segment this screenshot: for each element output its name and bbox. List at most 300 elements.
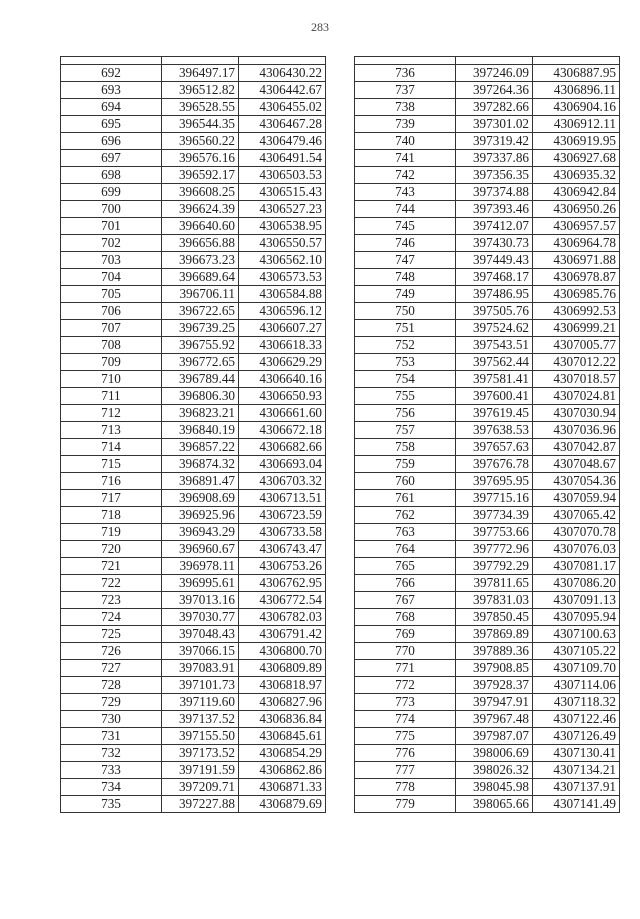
- point-number-cell: 771: [355, 660, 456, 677]
- y-coordinate-cell: 4307086.20: [533, 575, 620, 592]
- point-number-cell: 736: [355, 65, 456, 82]
- table-row: [355, 558, 620, 575]
- table-row: [355, 150, 620, 167]
- y-coordinate-cell: 4307005.77: [533, 337, 620, 354]
- point-number-cell: 776: [355, 745, 456, 762]
- table-row: [355, 320, 620, 337]
- y-coordinate-cell: 4306935.32: [533, 167, 620, 184]
- table-row: [355, 235, 620, 252]
- table-row: [61, 490, 326, 507]
- x-coordinate-cell: 396512.82: [162, 82, 239, 99]
- blank-cell: [533, 57, 620, 65]
- point-number-cell: 751: [355, 320, 456, 337]
- table-row: [355, 694, 620, 711]
- x-coordinate-cell: 398026.32: [456, 762, 533, 779]
- x-coordinate-cell: 397101.73: [162, 677, 239, 694]
- table-row: [355, 388, 620, 405]
- y-coordinate-cell: 4307118.32: [533, 694, 620, 711]
- blank-cell: [61, 57, 162, 65]
- y-coordinate-cell: 4307076.03: [533, 541, 620, 558]
- point-number-cell: 734: [61, 779, 162, 796]
- x-coordinate-cell: 397468.17: [456, 269, 533, 286]
- y-coordinate-cell: 4307030.94: [533, 405, 620, 422]
- point-number-cell: 767: [355, 592, 456, 609]
- y-coordinate-cell: 4307122.46: [533, 711, 620, 728]
- point-number-cell: 743: [355, 184, 456, 201]
- point-number-cell: 721: [61, 558, 162, 575]
- y-coordinate-cell: 4306693.04: [239, 456, 326, 473]
- x-coordinate-cell: 396560.22: [162, 133, 239, 150]
- y-coordinate-cell: 4306845.61: [239, 728, 326, 745]
- table-row: [61, 626, 326, 643]
- table-row: [355, 286, 620, 303]
- x-coordinate-cell: 396943.29: [162, 524, 239, 541]
- table-row: [355, 252, 620, 269]
- point-number-cell: 717: [61, 490, 162, 507]
- table-row: [61, 286, 326, 303]
- table-row: [61, 643, 326, 660]
- point-number-cell: 715: [61, 456, 162, 473]
- y-coordinate-cell: 4307141.49: [533, 796, 620, 813]
- y-coordinate-cell: 4306629.29: [239, 354, 326, 371]
- point-number-cell: 722: [61, 575, 162, 592]
- y-coordinate-cell: 4306985.76: [533, 286, 620, 303]
- table-row: [61, 252, 326, 269]
- x-coordinate-cell: 398006.69: [456, 745, 533, 762]
- x-coordinate-cell: 397155.50: [162, 728, 239, 745]
- x-coordinate-cell: 396706.11: [162, 286, 239, 303]
- table-row: [61, 167, 326, 184]
- y-coordinate-cell: 4306978.87: [533, 269, 620, 286]
- x-coordinate-cell: 397869.89: [456, 626, 533, 643]
- y-coordinate-cell: 4307134.21: [533, 762, 620, 779]
- page-number: 283: [311, 20, 329, 34]
- y-coordinate-cell: 4307024.81: [533, 388, 620, 405]
- point-number-cell: 761: [355, 490, 456, 507]
- y-coordinate-cell: 4306703.32: [239, 473, 326, 490]
- x-coordinate-cell: 397173.52: [162, 745, 239, 762]
- x-coordinate-cell: 396874.32: [162, 456, 239, 473]
- point-number-cell: 724: [61, 609, 162, 626]
- x-coordinate-cell: 397734.39: [456, 507, 533, 524]
- x-coordinate-cell: 396755.92: [162, 337, 239, 354]
- point-number-cell: 750: [355, 303, 456, 320]
- x-coordinate-cell: 397319.42: [456, 133, 533, 150]
- point-number-cell: 729: [61, 694, 162, 711]
- blank-cell: [239, 57, 326, 65]
- table-row: [61, 439, 326, 456]
- y-coordinate-cell: 4306809.89: [239, 660, 326, 677]
- x-coordinate-cell: 396673.23: [162, 252, 239, 269]
- y-coordinate-cell: 4307018.57: [533, 371, 620, 388]
- point-number-cell: 699: [61, 184, 162, 201]
- y-coordinate-cell: 4306800.70: [239, 643, 326, 660]
- x-coordinate-cell: 397772.96: [456, 541, 533, 558]
- point-number-cell: 739: [355, 116, 456, 133]
- point-number-cell: 748: [355, 269, 456, 286]
- x-coordinate-cell: 397137.52: [162, 711, 239, 728]
- x-coordinate-cell: 396789.44: [162, 371, 239, 388]
- table-row: [355, 592, 620, 609]
- table-row: [61, 728, 326, 745]
- x-coordinate-cell: 397048.43: [162, 626, 239, 643]
- table-row: [61, 779, 326, 796]
- y-coordinate-cell: 4307130.41: [533, 745, 620, 762]
- y-coordinate-cell: 4306919.95: [533, 133, 620, 150]
- y-coordinate-cell: 4306515.43: [239, 184, 326, 201]
- point-number-cell: 711: [61, 388, 162, 405]
- coordinate-table-left: [60, 56, 326, 813]
- x-coordinate-cell: 397301.02: [456, 116, 533, 133]
- point-number-cell: 701: [61, 218, 162, 235]
- x-coordinate-cell: 397246.09: [456, 65, 533, 82]
- table-row: [61, 524, 326, 541]
- table-row: [61, 201, 326, 218]
- table-row: [61, 337, 326, 354]
- x-coordinate-cell: 397209.71: [162, 779, 239, 796]
- point-number-cell: 762: [355, 507, 456, 524]
- point-number-cell: 712: [61, 405, 162, 422]
- x-coordinate-cell: 398045.98: [456, 779, 533, 796]
- point-number-cell: 732: [61, 745, 162, 762]
- x-coordinate-cell: 396978.11: [162, 558, 239, 575]
- table-row: [355, 473, 620, 490]
- y-coordinate-cell: 4306442.67: [239, 82, 326, 99]
- table-row: [355, 167, 620, 184]
- y-coordinate-cell: 4307137.91: [533, 779, 620, 796]
- point-number-cell: 726: [61, 643, 162, 660]
- point-number-cell: 760: [355, 473, 456, 490]
- point-number-cell: 778: [355, 779, 456, 796]
- x-coordinate-cell: 397850.45: [456, 609, 533, 626]
- y-coordinate-cell: 4306584.88: [239, 286, 326, 303]
- y-coordinate-cell: 4306672.18: [239, 422, 326, 439]
- y-coordinate-cell: 4306762.95: [239, 575, 326, 592]
- table-row: [61, 184, 326, 201]
- y-coordinate-cell: 4306896.11: [533, 82, 620, 99]
- table-row: [61, 269, 326, 286]
- point-number-cell: 766: [355, 575, 456, 592]
- x-coordinate-cell: 397987.07: [456, 728, 533, 745]
- x-coordinate-cell: 397191.59: [162, 762, 239, 779]
- y-coordinate-cell: 4306942.84: [533, 184, 620, 201]
- table-row: [61, 388, 326, 405]
- y-coordinate-cell: 4306871.33: [239, 779, 326, 796]
- table-row: [61, 116, 326, 133]
- y-coordinate-cell: 4306862.86: [239, 762, 326, 779]
- table-row: [355, 116, 620, 133]
- point-number-cell: 693: [61, 82, 162, 99]
- table-row: [355, 354, 620, 371]
- x-coordinate-cell: 397792.29: [456, 558, 533, 575]
- table-row: [61, 218, 326, 235]
- blank-row: [61, 57, 326, 65]
- point-number-cell: 714: [61, 439, 162, 456]
- x-coordinate-cell: 396806.30: [162, 388, 239, 405]
- x-coordinate-cell: 397543.51: [456, 337, 533, 354]
- x-coordinate-cell: 397356.35: [456, 167, 533, 184]
- point-number-cell: 719: [61, 524, 162, 541]
- table-row: [61, 371, 326, 388]
- point-number-cell: 738: [355, 99, 456, 116]
- table-row: [355, 796, 620, 813]
- y-coordinate-cell: 4306957.57: [533, 218, 620, 235]
- table-row: [61, 507, 326, 524]
- y-coordinate-cell: 4306467.28: [239, 116, 326, 133]
- table-row: [355, 405, 620, 422]
- table-row: [355, 82, 620, 99]
- y-coordinate-cell: 4306538.95: [239, 218, 326, 235]
- x-coordinate-cell: 396995.61: [162, 575, 239, 592]
- table-row: [61, 65, 326, 82]
- y-coordinate-cell: 4306455.02: [239, 99, 326, 116]
- table-row: [355, 677, 620, 694]
- x-coordinate-cell: 397928.37: [456, 677, 533, 694]
- x-coordinate-cell: 396891.47: [162, 473, 239, 490]
- table-row: [61, 711, 326, 728]
- table-row: [355, 711, 620, 728]
- table-row: [355, 218, 620, 235]
- y-coordinate-cell: 4307095.94: [533, 609, 620, 626]
- y-coordinate-cell: 4306772.54: [239, 592, 326, 609]
- point-number-cell: 763: [355, 524, 456, 541]
- point-number-cell: 697: [61, 150, 162, 167]
- table-row: [61, 592, 326, 609]
- y-coordinate-cell: 4306640.16: [239, 371, 326, 388]
- y-coordinate-cell: 4307012.22: [533, 354, 620, 371]
- x-coordinate-cell: 397657.63: [456, 439, 533, 456]
- x-coordinate-cell: 398065.66: [456, 796, 533, 813]
- x-coordinate-cell: 397282.66: [456, 99, 533, 116]
- y-coordinate-cell: 4307100.63: [533, 626, 620, 643]
- table-row: [61, 660, 326, 677]
- table-row: [61, 354, 326, 371]
- table-row: [61, 762, 326, 779]
- y-coordinate-cell: 4306650.93: [239, 388, 326, 405]
- x-coordinate-cell: 397581.41: [456, 371, 533, 388]
- y-coordinate-cell: 4306743.47: [239, 541, 326, 558]
- x-coordinate-cell: 396640.60: [162, 218, 239, 235]
- table-row: [61, 541, 326, 558]
- x-coordinate-cell: 396925.96: [162, 507, 239, 524]
- point-number-cell: 737: [355, 82, 456, 99]
- x-coordinate-cell: 396592.17: [162, 167, 239, 184]
- y-coordinate-cell: 4306562.10: [239, 252, 326, 269]
- x-coordinate-cell: 397753.66: [456, 524, 533, 541]
- table-row: [61, 133, 326, 150]
- y-coordinate-cell: 4307048.67: [533, 456, 620, 473]
- point-number-cell: 747: [355, 252, 456, 269]
- point-number-cell: 775: [355, 728, 456, 745]
- y-coordinate-cell: 4306887.95: [533, 65, 620, 82]
- y-coordinate-cell: 4306904.16: [533, 99, 620, 116]
- x-coordinate-cell: 397638.53: [456, 422, 533, 439]
- point-number-cell: 756: [355, 405, 456, 422]
- point-number-cell: 702: [61, 235, 162, 252]
- table-row: [355, 575, 620, 592]
- y-coordinate-cell: 4306927.68: [533, 150, 620, 167]
- y-coordinate-cell: 4306596.12: [239, 303, 326, 320]
- x-coordinate-cell: 397619.45: [456, 405, 533, 422]
- point-number-cell: 735: [61, 796, 162, 813]
- y-coordinate-cell: 4307109.70: [533, 660, 620, 677]
- table-row: [61, 235, 326, 252]
- table-row: [355, 660, 620, 677]
- point-number-cell: 773: [355, 694, 456, 711]
- point-number-cell: 730: [61, 711, 162, 728]
- x-coordinate-cell: 396857.22: [162, 439, 239, 456]
- point-number-cell: 723: [61, 592, 162, 609]
- y-coordinate-cell: 4306818.97: [239, 677, 326, 694]
- y-coordinate-cell: 4307081.17: [533, 558, 620, 575]
- x-coordinate-cell: 396689.64: [162, 269, 239, 286]
- table-row: [355, 728, 620, 745]
- point-number-cell: 696: [61, 133, 162, 150]
- x-coordinate-cell: 396497.17: [162, 65, 239, 82]
- table-row: [61, 575, 326, 592]
- y-coordinate-cell: 4306491.54: [239, 150, 326, 167]
- y-coordinate-cell: 4307042.87: [533, 439, 620, 456]
- x-coordinate-cell: 396739.25: [162, 320, 239, 337]
- table-row: [355, 133, 620, 150]
- y-coordinate-cell: 4306503.53: [239, 167, 326, 184]
- point-number-cell: 741: [355, 150, 456, 167]
- point-number-cell: 753: [355, 354, 456, 371]
- y-coordinate-cell: 4307114.06: [533, 677, 620, 694]
- table-row: [355, 303, 620, 320]
- y-coordinate-cell: 4307036.96: [533, 422, 620, 439]
- table-row: [61, 558, 326, 575]
- table-row: [355, 371, 620, 388]
- x-coordinate-cell: 396772.65: [162, 354, 239, 371]
- point-number-cell: 742: [355, 167, 456, 184]
- y-coordinate-cell: 4306573.53: [239, 269, 326, 286]
- x-coordinate-cell: 396960.67: [162, 541, 239, 558]
- x-coordinate-cell: 397264.36: [456, 82, 533, 99]
- point-number-cell: 692: [61, 65, 162, 82]
- x-coordinate-cell: 397486.95: [456, 286, 533, 303]
- point-number-cell: 733: [61, 762, 162, 779]
- x-coordinate-cell: 396656.88: [162, 235, 239, 252]
- x-coordinate-cell: 397337.86: [456, 150, 533, 167]
- x-coordinate-cell: 396528.55: [162, 99, 239, 116]
- table-row: [355, 541, 620, 558]
- x-coordinate-cell: 397831.03: [456, 592, 533, 609]
- table-row: [61, 99, 326, 116]
- table-row: [355, 337, 620, 354]
- point-number-cell: 698: [61, 167, 162, 184]
- y-coordinate-cell: 4306733.58: [239, 524, 326, 541]
- blank-row: [355, 57, 620, 65]
- point-number-cell: 758: [355, 439, 456, 456]
- point-number-cell: 718: [61, 507, 162, 524]
- y-coordinate-cell: 4306527.23: [239, 201, 326, 218]
- point-number-cell: 777: [355, 762, 456, 779]
- y-coordinate-cell: 4307091.13: [533, 592, 620, 609]
- point-number-cell: 708: [61, 337, 162, 354]
- x-coordinate-cell: 397119.60: [162, 694, 239, 711]
- point-number-cell: 779: [355, 796, 456, 813]
- blank-cell: [456, 57, 533, 65]
- point-number-cell: 744: [355, 201, 456, 218]
- table-row: [355, 456, 620, 473]
- point-number-cell: 703: [61, 252, 162, 269]
- point-number-cell: 765: [355, 558, 456, 575]
- y-coordinate-cell: 4306661.60: [239, 405, 326, 422]
- x-coordinate-cell: 397066.15: [162, 643, 239, 660]
- y-coordinate-cell: 4306854.29: [239, 745, 326, 762]
- x-coordinate-cell: 396608.25: [162, 184, 239, 201]
- x-coordinate-cell: 396624.39: [162, 201, 239, 218]
- table-row: [61, 677, 326, 694]
- point-number-cell: 728: [61, 677, 162, 694]
- table-row: [355, 643, 620, 660]
- table-row: [61, 745, 326, 762]
- table-row: [355, 609, 620, 626]
- point-number-cell: 705: [61, 286, 162, 303]
- y-coordinate-cell: 4307070.78: [533, 524, 620, 541]
- y-coordinate-cell: 4306682.66: [239, 439, 326, 456]
- x-coordinate-cell: 396840.19: [162, 422, 239, 439]
- y-coordinate-cell: 4306550.57: [239, 235, 326, 252]
- y-coordinate-cell: 4307054.36: [533, 473, 620, 490]
- y-coordinate-cell: 4307126.49: [533, 728, 620, 745]
- y-coordinate-cell: 4306836.84: [239, 711, 326, 728]
- point-number-cell: 725: [61, 626, 162, 643]
- point-number-cell: 695: [61, 116, 162, 133]
- x-coordinate-cell: 397947.91: [456, 694, 533, 711]
- x-coordinate-cell: 397695.95: [456, 473, 533, 490]
- y-coordinate-cell: 4307105.22: [533, 643, 620, 660]
- x-coordinate-cell: 397030.77: [162, 609, 239, 626]
- x-coordinate-cell: 397715.16: [456, 490, 533, 507]
- point-number-cell: 706: [61, 303, 162, 320]
- point-number-cell: 713: [61, 422, 162, 439]
- point-number-cell: 745: [355, 218, 456, 235]
- table-row: [355, 745, 620, 762]
- x-coordinate-cell: 396823.21: [162, 405, 239, 422]
- coordinate-table-right: [354, 56, 620, 813]
- x-coordinate-cell: 397449.43: [456, 252, 533, 269]
- point-number-cell: 749: [355, 286, 456, 303]
- point-number-cell: 764: [355, 541, 456, 558]
- point-number-cell: 770: [355, 643, 456, 660]
- table-row: [355, 439, 620, 456]
- point-number-cell: 694: [61, 99, 162, 116]
- y-coordinate-cell: 4306479.46: [239, 133, 326, 150]
- x-coordinate-cell: 397562.44: [456, 354, 533, 371]
- x-coordinate-cell: 396576.16: [162, 150, 239, 167]
- point-number-cell: 772: [355, 677, 456, 694]
- table-row: [355, 65, 620, 82]
- point-number-cell: 757: [355, 422, 456, 439]
- table-row: [61, 422, 326, 439]
- x-coordinate-cell: 397967.48: [456, 711, 533, 728]
- table-row: [355, 422, 620, 439]
- table-row: [61, 456, 326, 473]
- table-row: [355, 507, 620, 524]
- table-row: [355, 490, 620, 507]
- y-coordinate-cell: 4306971.88: [533, 252, 620, 269]
- y-coordinate-cell: 4306992.53: [533, 303, 620, 320]
- x-coordinate-cell: 397412.07: [456, 218, 533, 235]
- x-coordinate-cell: 397676.78: [456, 456, 533, 473]
- blank-cell: [355, 57, 456, 65]
- x-coordinate-cell: 396544.35: [162, 116, 239, 133]
- point-number-cell: 759: [355, 456, 456, 473]
- y-coordinate-cell: 4306618.33: [239, 337, 326, 354]
- x-coordinate-cell: 397374.88: [456, 184, 533, 201]
